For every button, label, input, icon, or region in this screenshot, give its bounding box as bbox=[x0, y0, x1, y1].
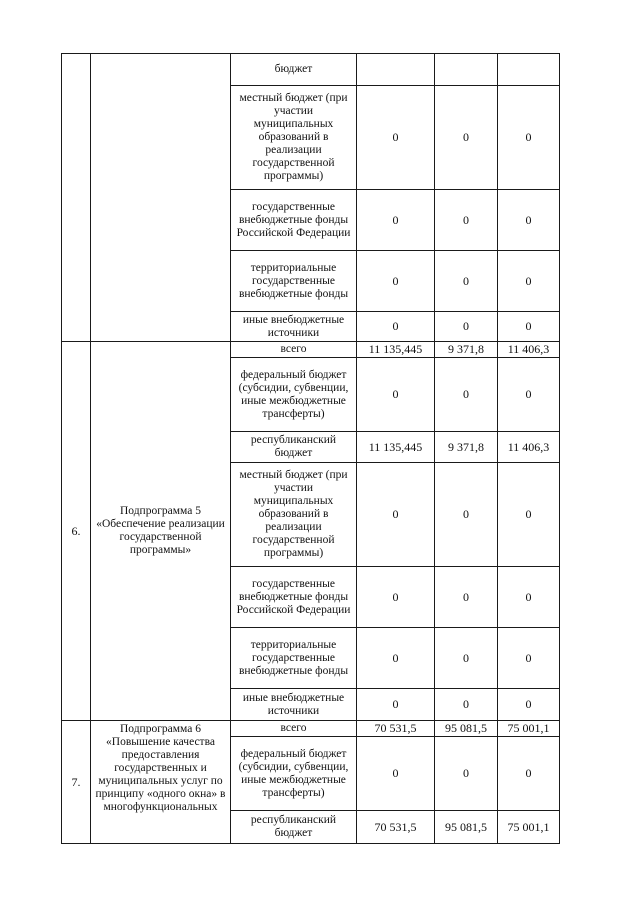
value-cell-year-1: 0 bbox=[357, 358, 435, 432]
value-cell-year-2: 0 bbox=[435, 251, 498, 312]
row-number-cell bbox=[62, 54, 91, 342]
funding-source-cell: государственные внебюджетные фонды Российской Федерации bbox=[231, 567, 357, 628]
funding-source-cell: государственные внебюджетные фонды Российской Федерации bbox=[231, 190, 357, 251]
value-cell-year-2: 0 bbox=[435, 358, 498, 432]
funding-source-cell: местный бюджет (при участии муниципальных образований в реализации государственной программы) bbox=[231, 463, 357, 567]
value-cell-year-2: 9 371,8 bbox=[435, 432, 498, 463]
value-cell-year-3: 0 bbox=[498, 251, 560, 312]
value-cell-year-3: 0 bbox=[498, 463, 560, 567]
row-number-cell: 6. bbox=[62, 342, 91, 721]
value-cell-year-1: 70 531,5 bbox=[357, 721, 435, 737]
value-cell-year-1 bbox=[357, 54, 435, 86]
value-cell-year-3: 0 bbox=[498, 86, 560, 190]
subprogram-name-cell: Подпрограмма 6 «Повышение качества предоставления государственных и муниципальных услуг по принципу «одного окна» в многофункциональных bbox=[91, 721, 231, 844]
value-cell-year-3: 11 406,3 bbox=[498, 342, 560, 358]
value-cell-year-3: 75 001,1 bbox=[498, 721, 560, 737]
value-cell-year-1: 11 135,445 bbox=[357, 342, 435, 358]
value-cell-year-2: 0 bbox=[435, 463, 498, 567]
table-row bbox=[62, 54, 560, 86]
value-cell-year-3: 0 bbox=[498, 190, 560, 251]
value-cell-year-2: 95 081,5 bbox=[435, 721, 498, 737]
funding-source-cell: иные внебюджетные источники bbox=[231, 312, 357, 342]
value-cell-year-3: 0 bbox=[498, 358, 560, 432]
funding-source-cell: всего bbox=[231, 721, 357, 737]
value-cell-year-1: 0 bbox=[357, 689, 435, 721]
funding-source-cell: территориальные государственные внебюджетные фонды bbox=[231, 251, 357, 312]
value-cell-year-1: 0 bbox=[357, 251, 435, 312]
value-cell-year-1: 11 135,445 bbox=[357, 432, 435, 463]
funding-source-cell: федеральный бюджет (субсидии, субвенции, иные межбюджетные трансферты) bbox=[231, 737, 357, 811]
table-row bbox=[62, 721, 560, 737]
funding-source-cell: территориальные государственные внебюджетные фонды bbox=[231, 628, 357, 689]
value-cell-year-3: 0 bbox=[498, 689, 560, 721]
value-cell-year-2: 0 bbox=[435, 737, 498, 811]
row-number-cell: 7. bbox=[62, 721, 91, 844]
value-cell-year-3: 0 bbox=[498, 628, 560, 689]
funding-source-cell: республиканский бюджет bbox=[231, 432, 357, 463]
value-cell-year-2 bbox=[435, 54, 498, 86]
funding-source-cell: всего bbox=[231, 342, 357, 358]
value-cell-year-3 bbox=[498, 54, 560, 86]
value-cell-year-2: 0 bbox=[435, 689, 498, 721]
table-row bbox=[62, 342, 560, 358]
value-cell-year-2: 0 bbox=[435, 312, 498, 342]
value-cell-year-2: 0 bbox=[435, 190, 498, 251]
funding-source-cell: республиканский бюджет bbox=[231, 811, 357, 844]
value-cell-year-1: 0 bbox=[357, 312, 435, 342]
value-cell-year-3: 0 bbox=[498, 737, 560, 811]
value-cell-year-2: 0 bbox=[435, 628, 498, 689]
value-cell-year-1: 0 bbox=[357, 737, 435, 811]
value-cell-year-2: 95 081,5 bbox=[435, 811, 498, 844]
funding-source-cell: бюджет bbox=[231, 54, 357, 86]
value-cell-year-2: 9 371,8 bbox=[435, 342, 498, 358]
value-cell-year-2: 0 bbox=[435, 567, 498, 628]
funding-table-body bbox=[62, 54, 560, 844]
value-cell-year-1: 70 531,5 bbox=[357, 811, 435, 844]
value-cell-year-1: 0 bbox=[357, 86, 435, 190]
value-cell-year-2: 0 bbox=[435, 86, 498, 190]
subprogram-name-cell: Подпрограмма 5 «Обеспечение реализации государственной программы» bbox=[91, 342, 231, 721]
value-cell-year-1: 0 bbox=[357, 190, 435, 251]
value-cell-year-1: 0 bbox=[357, 628, 435, 689]
value-cell-year-1: 0 bbox=[357, 463, 435, 567]
value-cell-year-3: 75 001,1 bbox=[498, 811, 560, 844]
value-cell-year-3: 0 bbox=[498, 312, 560, 342]
value-cell-year-3: 0 bbox=[498, 567, 560, 628]
value-cell-year-3: 11 406,3 bbox=[498, 432, 560, 463]
funding-source-cell: федеральный бюджет (субсидии, субвенции, иные межбюджетные трансферты) bbox=[231, 358, 357, 432]
value-cell-year-1: 0 bbox=[357, 567, 435, 628]
funding-table bbox=[61, 53, 560, 844]
subprogram-name-cell bbox=[91, 54, 231, 342]
funding-source-cell: местный бюджет (при участии муниципальных образований в реализации государственной программы) bbox=[231, 86, 357, 190]
funding-source-cell: иные внебюджетные источники bbox=[231, 689, 357, 721]
